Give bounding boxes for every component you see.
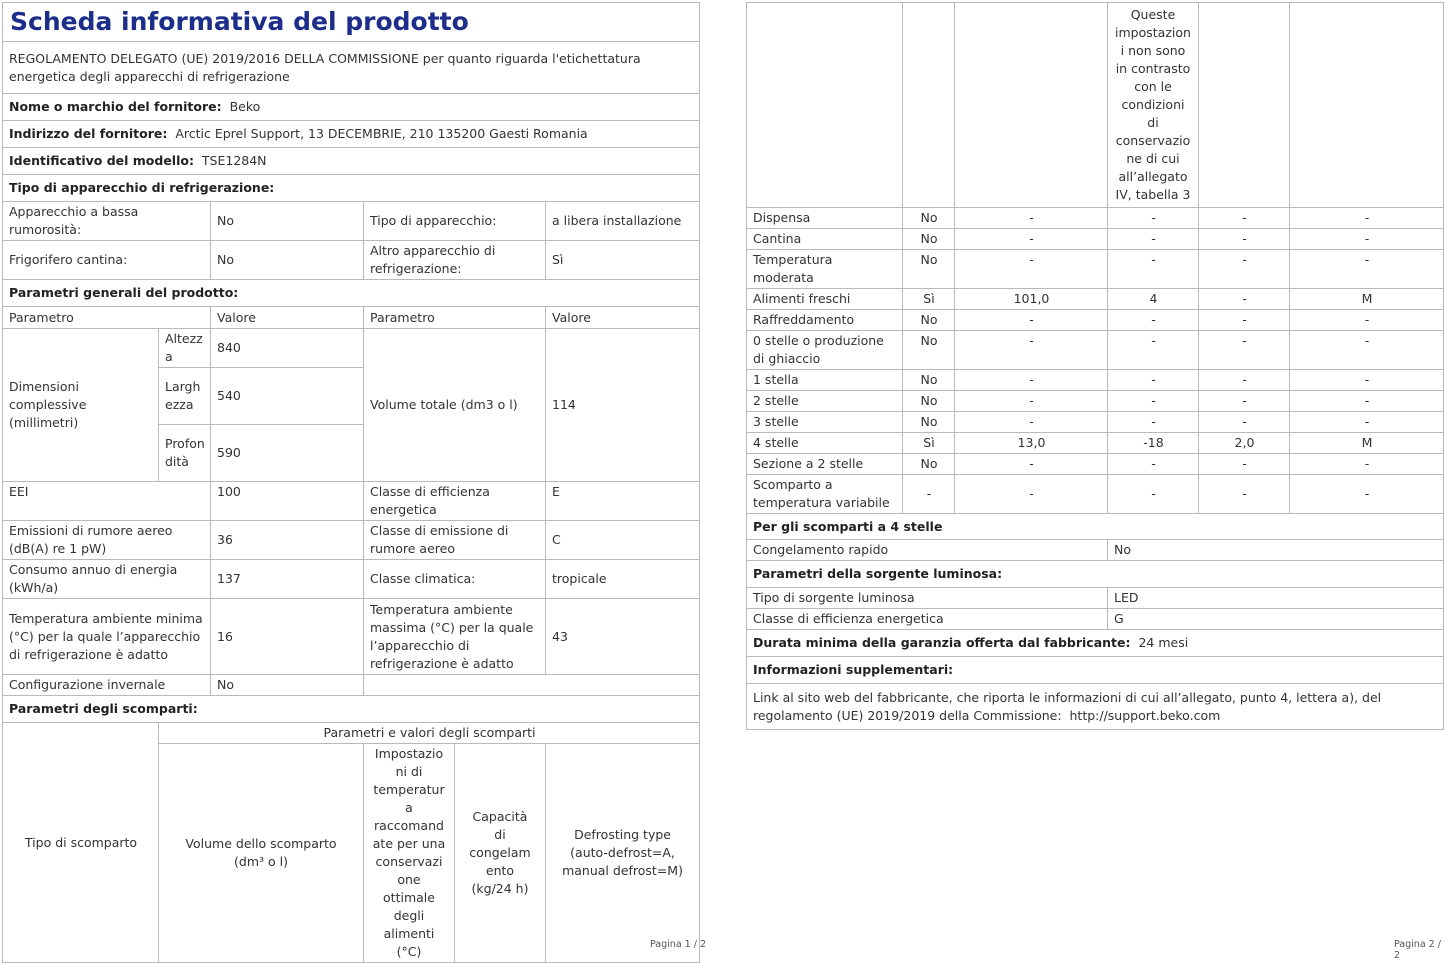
compartment-volume-cell: - <box>955 370 1108 391</box>
compartment-temp-cell: - <box>1108 331 1199 370</box>
compartment-volume-cell: - <box>955 310 1108 331</box>
compartment-defrost-cell: - <box>1290 331 1444 370</box>
page-title: Scheda informativa del prodotto <box>3 3 700 42</box>
compartment-name-cell: Sezione a 2 stelle <box>747 454 903 475</box>
supplier-name-row <box>3 94 700 121</box>
compartment-present-cell: No <box>903 208 955 229</box>
compartment-present-cell: No <box>903 229 955 250</box>
compartment-temp-cell: - <box>1108 454 1199 475</box>
compartment-table-page2 <box>746 2 1444 730</box>
compartment-defrost-cell: - <box>1290 310 1444 331</box>
compartment-volume-header: Volume dello scomparto (dm³ o l) <box>159 744 364 963</box>
light-type-label: Tipo di sorgente luminosa <box>747 588 1108 609</box>
compartment-volume-cell: - <box>955 208 1108 229</box>
guarantee-label: Durata minima della garanzia offerta dal fabbricante: <box>753 635 1131 650</box>
min-temp-value: 16 <box>211 599 364 675</box>
page-footer-2: Pagina 2 / 2 <box>1394 939 1441 961</box>
compartment-name-cell: 4 stelle <box>747 433 903 454</box>
total-volume-label: Volume totale (dm3 o l) <box>364 329 546 482</box>
height-label: Altezza <box>159 329 211 368</box>
compartment-volume-cell: - <box>955 475 1108 514</box>
eei-label: EEI <box>3 482 211 521</box>
compartment-name-cell: Scomparto a temperatura variabile <box>747 475 903 514</box>
supplier-address-row <box>3 121 700 148</box>
compartment-defrost-cell: - <box>1290 370 1444 391</box>
low-noise-label: Apparecchio a bassa rumorosità: <box>3 202 211 241</box>
compartment-temp-cell: -18 <box>1108 433 1199 454</box>
empty-cell <box>903 3 955 208</box>
compartment-values-header: Parametri e valori degli scomparti <box>159 723 700 744</box>
manufacturer-link-row <box>747 684 1444 730</box>
winter-config-label: Configurazione invernale <box>3 675 211 696</box>
compartment-present-cell: No <box>903 454 955 475</box>
compartment-present-cell: Sì <box>903 433 955 454</box>
compartment-present-cell: No <box>903 250 955 289</box>
depth-label: Profondità <box>159 425 211 482</box>
light-class-value: G <box>1108 609 1444 630</box>
light-type-value: LED <box>1108 588 1444 609</box>
empty-cell <box>364 675 700 696</box>
noise-class-value: C <box>546 521 700 560</box>
compartment-temp-cell: - <box>1108 208 1199 229</box>
general-params-section: Parametri generali del prodotto: <box>3 280 700 307</box>
compartment-temp-cell: 4 <box>1108 289 1199 310</box>
compartment-name-cell: Cantina <box>747 229 903 250</box>
compartment-defrost-cell: - <box>1290 229 1444 250</box>
table-row <box>747 412 1444 433</box>
light-section: Parametri della sorgente luminosa: <box>747 561 1444 588</box>
noise-emission-value: 36 <box>211 521 364 560</box>
noise-emission-label: Emissioni di rumore aereo (dB(A) re 1 pW) <box>3 521 211 560</box>
compartment-name-cell: 1 stella <box>747 370 903 391</box>
compartment-present-cell: No <box>903 310 955 331</box>
page-footer-1: Pagina 1 / 2 <box>650 939 706 950</box>
compartment-capacity-cell: - <box>1199 289 1290 310</box>
recommended-temp-header: Impostazioni di temperatura raccomandate per una conservazione ottimale degli alimenti (°C) <box>364 744 455 963</box>
compartment-name-cell: Raffreddamento <box>747 310 903 331</box>
compartment-temp-cell: - <box>1108 310 1199 331</box>
empty-cell <box>1290 3 1444 208</box>
compartment-defrost-cell: - <box>1290 475 1444 514</box>
table-row <box>747 370 1444 391</box>
compartment-capacity-cell: - <box>1199 331 1290 370</box>
compartment-present-cell: Sì <box>903 289 955 310</box>
col-value-header: Valore <box>211 307 364 329</box>
regulation-text: REGOLAMENTO DELEGATO (UE) 2019/2016 DELLA COMMISSIONE per quanto riguarda l'etichettatura energetica degli apparecchi di refrigerazione <box>3 42 700 94</box>
model-id-value: TSE1284N <box>201 153 267 168</box>
compartment-capacity-cell: - <box>1199 370 1290 391</box>
table-row <box>747 250 1444 289</box>
compartment-name-cell: 0 stelle o produzione di ghiaccio <box>747 331 903 370</box>
compartment-volume-cell: 101,0 <box>955 289 1108 310</box>
compartment-defrost-cell: - <box>1290 412 1444 433</box>
wine-cooler-label: Frigorifero cantina: <box>3 241 211 280</box>
winter-config-value: No <box>211 675 364 696</box>
supplier-name-label: Nome o marchio del fornitore: <box>9 99 222 114</box>
compartment-temp-cell: - <box>1108 229 1199 250</box>
table-row <box>747 208 1444 229</box>
appliance-type-value: a libera installazione <box>546 202 700 241</box>
compartment-volume-cell: 13,0 <box>955 433 1108 454</box>
table-row <box>747 475 1444 514</box>
empty-cell <box>747 3 903 208</box>
col-param-header: Parametro <box>3 307 211 329</box>
annual-energy-value: 137 <box>211 560 364 599</box>
table-row <box>747 229 1444 250</box>
product-info-table-page1 <box>2 2 700 963</box>
compartment-temp-cell: - <box>1108 412 1199 433</box>
model-id-row <box>3 148 700 175</box>
compartment-volume-cell: - <box>955 229 1108 250</box>
depth-value: 590 <box>211 425 364 482</box>
page-2 <box>746 2 1444 730</box>
page-1 <box>2 2 700 963</box>
col-param-header-2: Parametro <box>364 307 546 329</box>
table-row <box>747 454 1444 475</box>
additional-info-section: Informazioni supplementari: <box>747 657 1444 684</box>
supplier-address-label: Indirizzo del fornitore: <box>9 126 168 141</box>
compartment-name-cell: Alimenti freschi <box>747 289 903 310</box>
table-row <box>747 433 1444 454</box>
table-row <box>747 289 1444 310</box>
model-id-label: Identificativo del modello: <box>9 153 194 168</box>
compartment-present-cell: No <box>903 412 955 433</box>
other-appliance-value: Sì <box>546 241 700 280</box>
compartment-volume-cell: - <box>955 454 1108 475</box>
compartment-present-cell: No <box>903 391 955 412</box>
compartment-defrost-cell: - <box>1290 454 1444 475</box>
compartment-temp-cell: - <box>1108 250 1199 289</box>
table-row <box>747 391 1444 412</box>
guarantee-value: 24 mesi <box>1138 635 1189 650</box>
width-label: Larghezza <box>159 368 211 425</box>
compartment-volume-cell: - <box>955 412 1108 433</box>
compartment-volume-cell: - <box>955 250 1108 289</box>
compartment-present-cell: - <box>903 475 955 514</box>
compartment-name-cell: 3 stelle <box>747 412 903 433</box>
compartment-capacity-cell: - <box>1199 475 1290 514</box>
compartment-capacity-cell: - <box>1199 391 1290 412</box>
compartment-temp-cell: - <box>1108 391 1199 412</box>
annual-energy-label: Consumo annuo di energia (kWh/a) <box>3 560 211 599</box>
manufacturer-link-url: http://support.beko.com <box>1069 707 1221 723</box>
compartment-temp-cell: - <box>1108 370 1199 391</box>
climate-class-label: Classe climatica: <box>364 560 546 599</box>
empty-cell <box>955 3 1108 208</box>
table-row <box>747 310 1444 331</box>
fast-freeze-label: Congelamento rapido <box>747 540 1108 561</box>
freezing-capacity-header: Capacità di congelamento (kg/24 h) <box>455 744 546 963</box>
compartment-defrost-cell: M <box>1290 289 1444 310</box>
compartment-volume-cell: - <box>955 391 1108 412</box>
max-temp-value: 43 <box>546 599 700 675</box>
compartment-present-cell: No <box>903 370 955 391</box>
min-temp-label: Temperatura ambiente minima (°C) per la quale l’apparecchio di refrigerazione è adatto <box>3 599 211 675</box>
compartment-capacity-cell: - <box>1199 310 1290 331</box>
compartment-capacity-cell: - <box>1199 454 1290 475</box>
supplier-address-value: Arctic Eprel Support, 13 DECEMBRIE, 210 135200 Gaesti Romania <box>175 126 588 141</box>
guarantee-row <box>747 630 1444 657</box>
compartment-present-cell: No <box>903 331 955 370</box>
compartment-capacity-cell: 2,0 <box>1199 433 1290 454</box>
table-row <box>747 331 1444 370</box>
compartment-defrost-cell: M <box>1290 433 1444 454</box>
compartment-name-cell: Temperatura moderata <box>747 250 903 289</box>
wine-cooler-value: No <box>211 241 364 280</box>
energy-class-value: E <box>546 482 700 521</box>
compartment-temp-cell: - <box>1108 475 1199 514</box>
compartment-capacity-cell: - <box>1199 412 1290 433</box>
light-class-label: Classe di efficienza energetica <box>747 609 1108 630</box>
appliance-type-section: Tipo di apparecchio di refrigerazione: <box>3 175 700 202</box>
compartment-volume-cell: - <box>955 331 1108 370</box>
total-volume-value: 114 <box>546 329 700 482</box>
compartment-name-cell: Dispensa <box>747 208 903 229</box>
eei-value: 100 <box>211 482 364 521</box>
compartment-defrost-cell: - <box>1290 391 1444 412</box>
climate-class-value: tropicale <box>546 560 700 599</box>
compartment-capacity-cell: - <box>1199 229 1290 250</box>
four-star-section: Per gli scomparti a 4 stelle <box>747 514 1444 540</box>
noise-class-label: Classe di emissione di rumore aereo <box>364 521 546 560</box>
compartment-name-cell: 2 stelle <box>747 391 903 412</box>
compartment-defrost-cell: - <box>1290 250 1444 289</box>
compartment-capacity-cell: - <box>1199 250 1290 289</box>
energy-class-label: Classe di efficienza energetica <box>364 482 546 521</box>
col-value-header-2: Valore <box>546 307 700 329</box>
max-temp-label: Temperatura ambiente massima (°C) per la quale l’apparecchio di refrigerazione è adatto <box>364 599 546 675</box>
supplier-name-value: Beko <box>229 99 261 114</box>
low-noise-value: No <box>211 202 364 241</box>
compartment-type-header: Tipo di scomparto <box>3 723 159 963</box>
defrost-type-header: Defrosting type (auto-defrost=A, manual defrost=M) <box>546 744 700 963</box>
dimensions-label: Dimensioni complessive (millimetri) <box>3 329 159 482</box>
manufacturer-link-text: Link al sito web del fabbricante, che riporta le informazioni di cui all’allegato, punto 4, lettera a), del regolamento (UE) 2019/2019 della Commissione: <box>753 689 1382 723</box>
compartment-section: Parametri degli scomparti: <box>3 696 700 723</box>
compartment-rows <box>747 208 1444 514</box>
compartment-defrost-cell: - <box>1290 208 1444 229</box>
width-value: 540 <box>211 368 364 425</box>
compartment-capacity-cell: - <box>1199 208 1290 229</box>
appliance-type-label: Tipo di apparecchio: <box>364 202 546 241</box>
fast-freeze-value: No <box>1108 540 1444 561</box>
other-appliance-label: Altro apparecchio di refrigerazione: <box>364 241 546 280</box>
height-value: 840 <box>211 329 364 368</box>
settings-note: Queste impostazioni non sono in contrasto con le condizioni di conservazione di cui all’allegato IV, tabella 3 <box>1108 3 1199 208</box>
empty-cell <box>1199 3 1290 208</box>
